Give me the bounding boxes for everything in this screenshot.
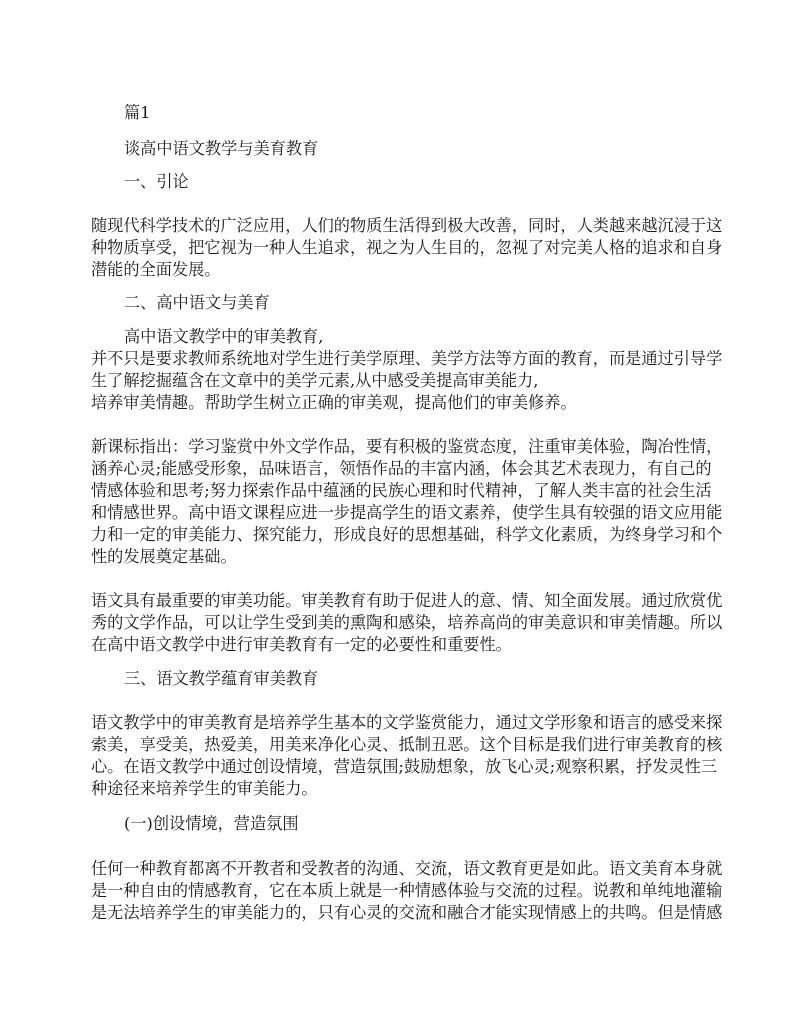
heading-teaching-aesthetics: 三、语文教学蕴育审美教育 — [124, 669, 319, 688]
paragraph-line: 秀的文学作品，可以让学生受到美的熏陶和感染，培养高尚的审美意识和审美情趣。所以 — [91, 613, 723, 632]
section-label: 篇1 — [124, 103, 151, 122]
paragraph-line: 心。在语文教学中通过创设情境，营造氛围;鼓励想象，放飞心灵;观察积累，抒发灵性三 — [91, 757, 718, 776]
paragraph-line: 在高中语文教学中进行审美教育有一定的必要性和重要性。 — [91, 635, 512, 654]
paragraph-line: 力和一定的审美能力、探究能力，形成良好的思想基础，科学文化素质，为终身学习和个 — [91, 525, 723, 544]
heading-chinese-and-aesthetics: 二、高中语文与美育 — [124, 293, 270, 312]
paragraph-1 — [91, 215, 723, 281]
paragraph-line: 培养审美情趣。帮助学生树立正确的审美观，提高他们的审美修养。 — [91, 393, 577, 412]
paragraph-line: 是一种自由的情感教育，它在本质上就是一种情感体验与交流的过程。说教和单纯地灌输 — [91, 881, 723, 900]
paragraph-line: 和情感世界。高中语文课程应进一步提高学生的语文素养，使学生具有较强的语文应用能 — [91, 503, 723, 522]
paragraph-line: 种途径来培养学生的审美能力。 — [91, 779, 318, 798]
paragraph-line: 涵养心灵;能感受形象，品味语言，领悟作品的丰富内涵，体会其艺术表现力，有自己的 — [91, 459, 712, 478]
paragraph-line: 性的发展奠定基础。 — [91, 547, 237, 566]
paragraph-line: 任何一种教育都离不开教者和受教者的沟通、交流，语文教育更是如此。语文美育本身就 — [91, 859, 723, 878]
paragraph-line: 是无法培养学生的审美能力的，只有心灵的交流和融合才能实现情感上的共鸣。但是情感 — [91, 903, 723, 922]
heading-introduction: 一、引论 — [124, 172, 189, 191]
subheading-create-situation: (一)创设情境，营造氛围 — [124, 814, 299, 833]
paragraph-line: 种物质享受，把它视为一种人生追求，视之为人生目的，忽视了对完美人格的追求和自身 — [91, 238, 723, 257]
paragraph-line: 索美，享受美，热爱美，用美来净化心灵、抵制丑恶。这个目标是我们进行审美教育的核 — [91, 735, 723, 754]
paragraph-4 — [91, 590, 723, 656]
paragraph-line: 生了解挖掘蕴含在文章中的美学元素,从中感受美提高审美能力, — [91, 371, 539, 390]
paragraph-line: 情感体验和思考;努力探索作品中蕴涵的民族心理和时代精神，了解人类丰富的社会生活 — [91, 481, 712, 500]
paragraph-6 — [91, 858, 723, 924]
paragraph-line: 随现代科学技术的广泛应用，人们的物质生活得到极大改善，同时，人类越来越沉浸于这 — [91, 216, 723, 235]
paragraph-line: 新课标指出：学习鉴赏中外文学作品，要有积极的鉴赏态度，注重审美体验，陶冶性情， — [91, 437, 723, 456]
paragraph-line: 语文具有最重要的审美功能。审美教育有助于促进人的意、情、知全面发展。通过欣赏优 — [91, 591, 723, 610]
paragraph-line: 并不只是要求教师系统地对学生进行美学原理、美学方法等方面的教育，而是通过引导学 — [91, 349, 723, 368]
paragraph-line: 潜能的全面发展。 — [91, 260, 221, 279]
document-title: 谈高中语文教学与美育教育 — [124, 139, 319, 158]
paragraph-2-first-line: 高中语文教学中的审美教育, — [124, 327, 324, 346]
paragraph-3 — [91, 436, 723, 568]
paragraph-5 — [91, 712, 723, 800]
paragraph-line: 语文教学中的审美教育是培养学生基本的文学鉴赏能力，通过文学形象和语言的感受来探 — [91, 713, 723, 732]
paragraph-2 — [91, 348, 723, 414]
